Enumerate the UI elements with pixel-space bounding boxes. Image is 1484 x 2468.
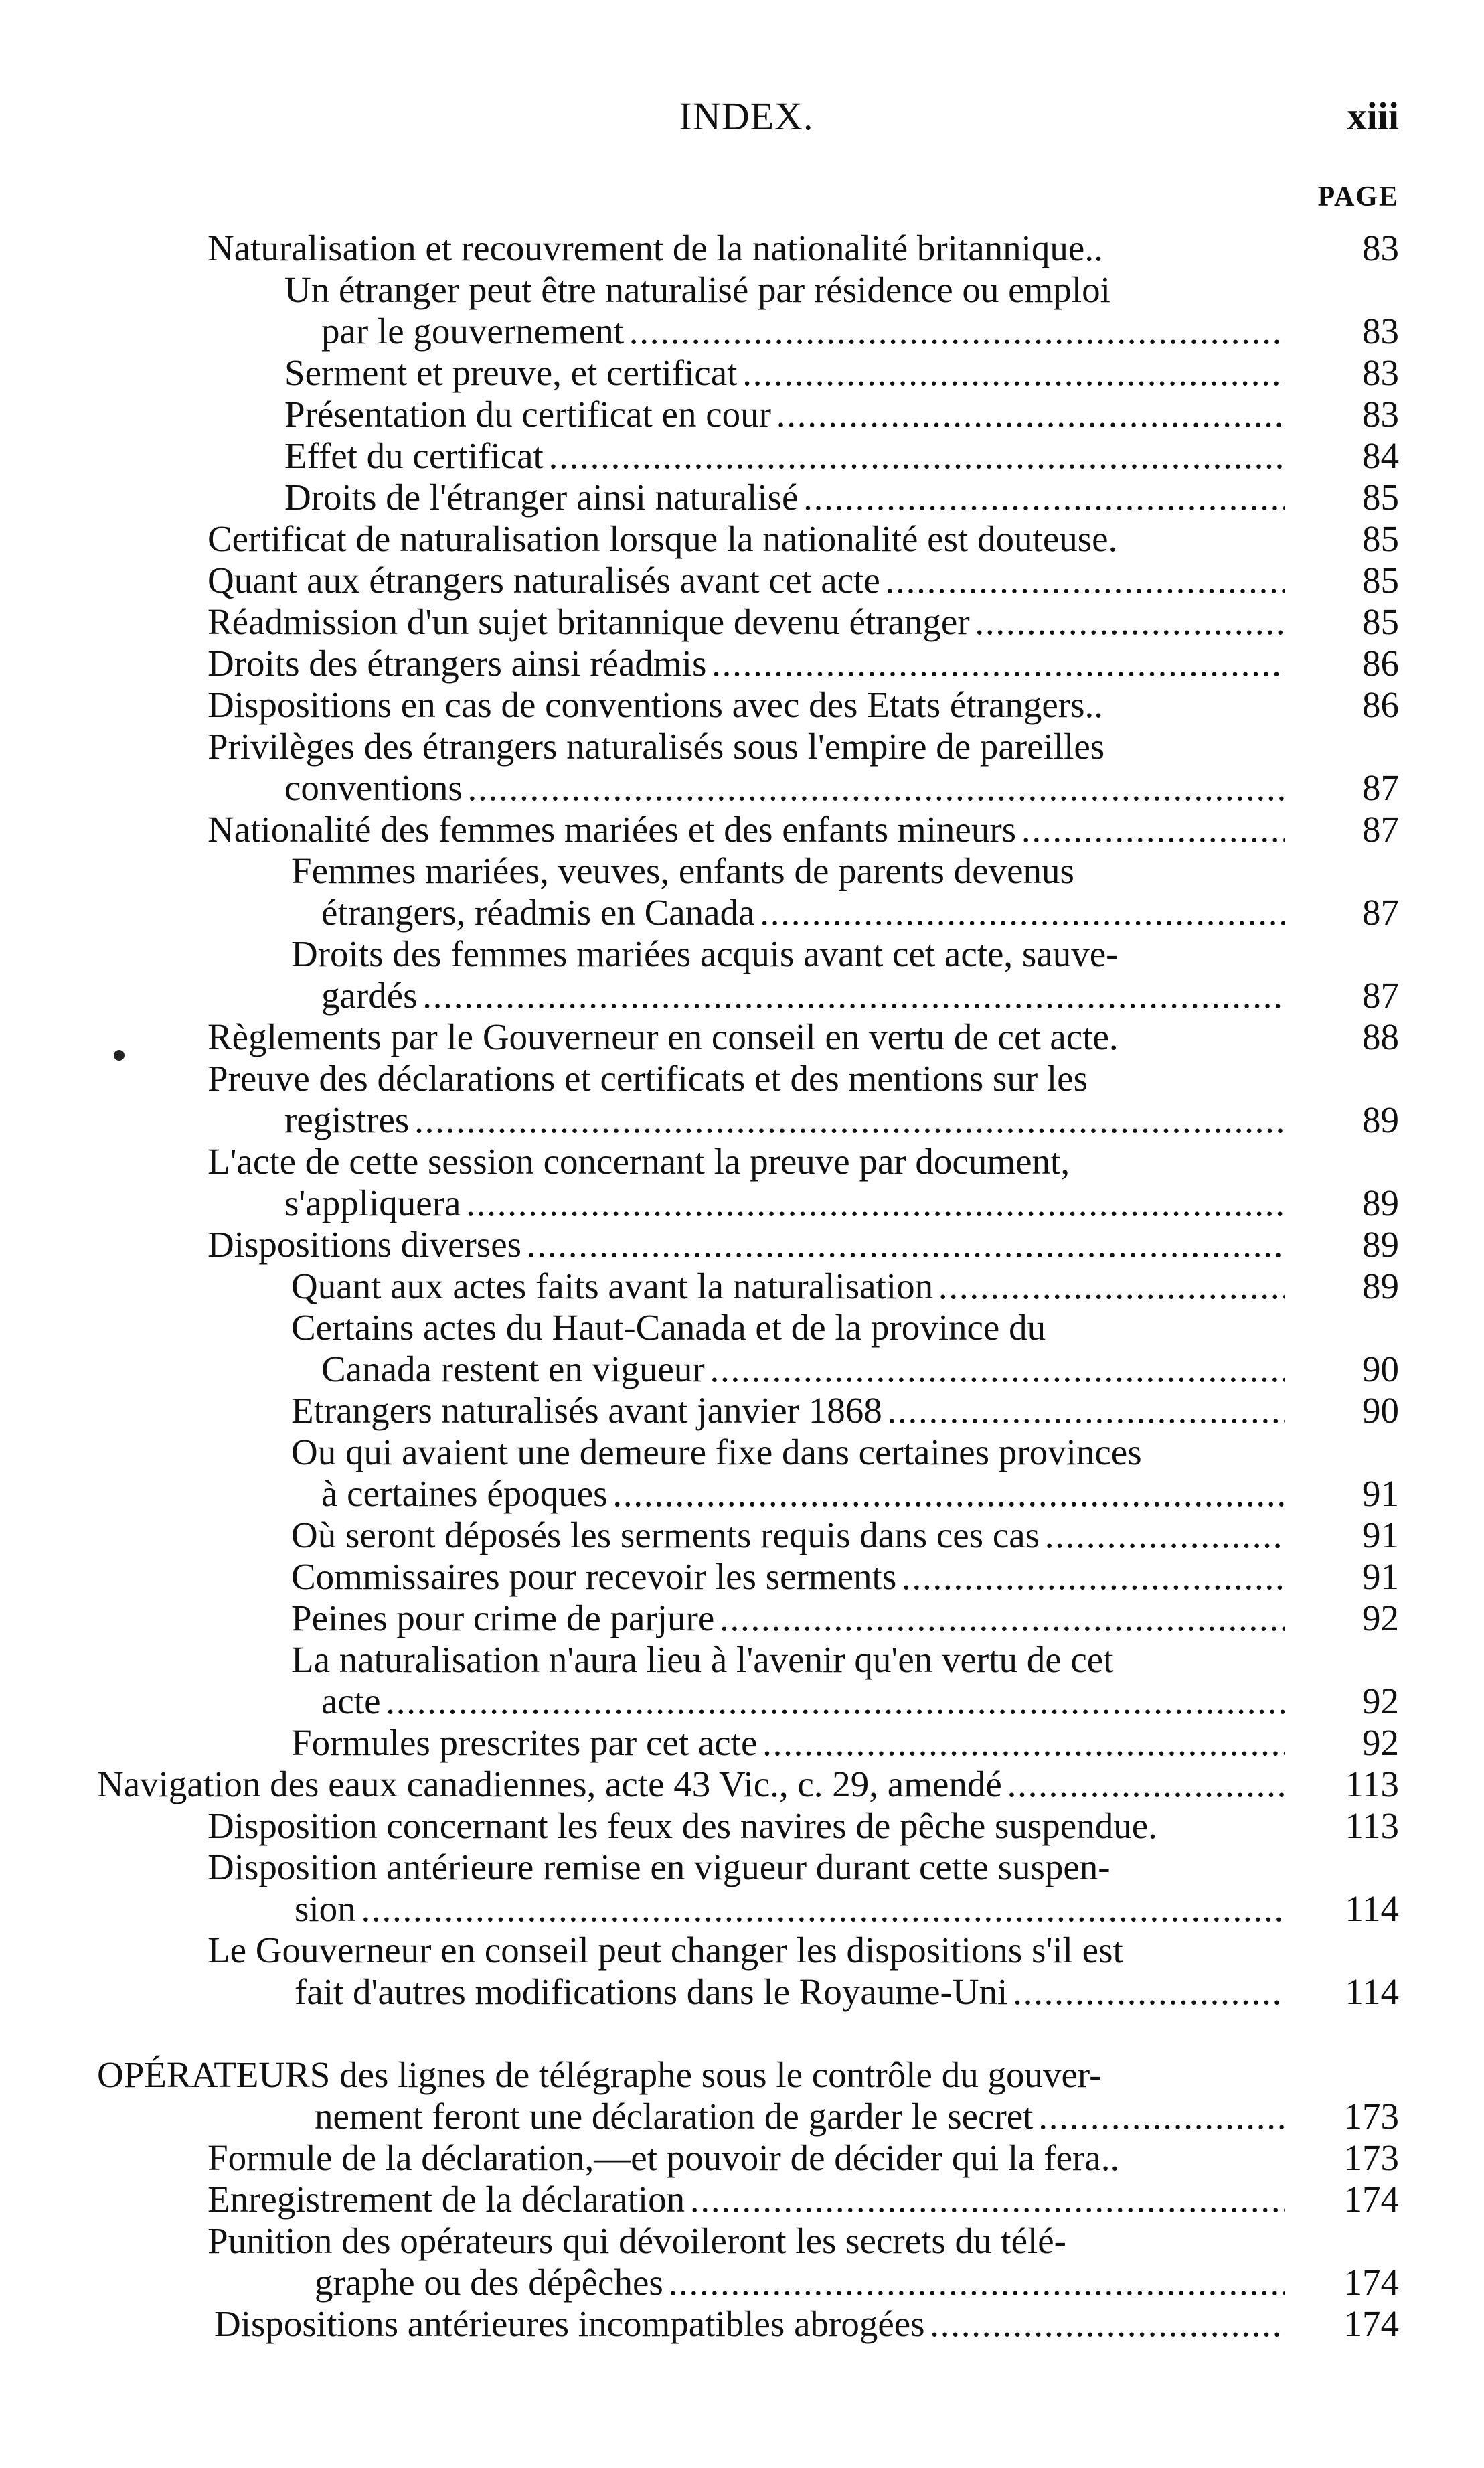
index-entry — [0, 1058, 1484, 1099]
entry-page-number: 91 — [1362, 1473, 1399, 1514]
entry-page-number: 86 — [1362, 643, 1399, 684]
page-column-label: PAGE — [1317, 181, 1399, 212]
entry-text: Un étranger peut être naturalisé par résidence ou emploi — [284, 269, 1110, 310]
entry-text: conventions . . . — [0, 767, 1285, 809]
index-entry — [0, 2179, 1484, 2220]
index-entries — [0, 228, 1484, 2345]
entry-page-number: 92 — [1362, 1722, 1399, 1763]
entry-text: Présentation du certificat en cour . . . — [0, 394, 1285, 435]
index-entry — [0, 726, 1484, 767]
entry-page-number: 85 — [1362, 601, 1399, 642]
index-entry — [0, 1598, 1484, 1639]
entry-text: Preuve des déclarations et certificats et des mentions sur les — [208, 1058, 1088, 1099]
entry-page-number: 87 — [1362, 892, 1399, 933]
running-header-title: INDEX. — [679, 94, 814, 138]
index-entry — [0, 767, 1484, 809]
index-entry — [0, 1348, 1484, 1390]
index-entry — [0, 2220, 1484, 2262]
index-entry — [0, 311, 1484, 352]
index-entry — [0, 1307, 1484, 1348]
index-entry — [0, 975, 1484, 1016]
entry-text: Formule de la déclaration,—et pouvoir de décider qui la fera.. — [208, 2137, 1120, 2178]
entry-page-number: 86 — [1362, 684, 1399, 725]
entry-page-number: 87 — [1362, 809, 1399, 850]
entry-text: Enregistrement de la déclaration . . . — [0, 2179, 1285, 2220]
entry-text: fait d'autres modifications dans le Royaume-Uni . . . — [0, 1971, 1285, 2013]
entry-text: acte . . . — [0, 1681, 1285, 1722]
entry-page-number: 173 — [1343, 2096, 1399, 2137]
entry-text: Quant aux étrangers naturalisés avant cet acte . . . — [0, 560, 1285, 601]
entry-text: Où seront déposés les serments requis dans ces cas . . . — [0, 1515, 1285, 1556]
index-entry — [0, 1971, 1484, 2013]
entry-page-number: 89 — [1362, 1265, 1399, 1306]
index-entry — [0, 809, 1484, 850]
entry-text: Nationalité des femmes mariées et des enfants mineurs . . . — [0, 809, 1285, 850]
entry-text: Certains actes du Haut-Canada et de la province du — [291, 1307, 1046, 1348]
entry-page-number: 85 — [1362, 477, 1399, 518]
index-entry — [0, 1847, 1484, 1888]
entry-text: Peines pour crime de parjure . . . — [0, 1598, 1285, 1639]
entry-page-number: 173 — [1343, 2137, 1399, 2178]
entry-page-number: 87 — [1362, 767, 1399, 808]
entry-page-number: 88 — [1362, 1016, 1399, 1057]
index-entry — [0, 2137, 1484, 2179]
index-entry — [0, 352, 1484, 394]
entry-text: Disposition concernant les feux des navires de pêche suspendue. — [208, 1805, 1157, 1846]
index-entry — [0, 560, 1484, 601]
entry-page-number: 91 — [1362, 1515, 1399, 1555]
index-entry — [0, 2303, 1484, 2345]
index-entry — [0, 228, 1484, 269]
entry-page-number: 114 — [1345, 1888, 1399, 1929]
entry-text: Droits des femmes mariées acquis avant cet acte, sauve- — [291, 933, 1119, 974]
index-entry — [0, 1888, 1484, 1930]
entry-text: Droits des étrangers ainsi réadmis . . . — [0, 643, 1285, 684]
entry-page-number: 113 — [1345, 1764, 1399, 1804]
entry-page-number: 83 — [1362, 352, 1399, 393]
entry-text: Quant aux actes faits avant la naturalisation . . . — [0, 1265, 1285, 1307]
index-entry — [0, 1099, 1484, 1141]
index-entry — [0, 1182, 1484, 1224]
index-entry — [0, 435, 1484, 477]
entry-page-number: 114 — [1345, 1971, 1399, 2012]
index-entry — [0, 643, 1484, 684]
index-entry — [0, 933, 1484, 975]
index-entry — [0, 269, 1484, 311]
entry-page-number: 83 — [1362, 228, 1399, 268]
index-entry — [0, 1390, 1484, 1432]
entry-text: Droits de l'étranger ainsi naturalisé . . . — [0, 477, 1285, 518]
index-entry — [0, 850, 1484, 892]
index-entry — [0, 477, 1484, 518]
entry-text: Etrangers naturalisés avant janvier 1868 . . . — [0, 1390, 1285, 1432]
page-number: xiii — [1347, 94, 1399, 138]
entry-text: Réadmission d'un sujet britannique devenu étranger . . . — [0, 601, 1285, 643]
entry-page-number: 113 — [1345, 1805, 1399, 1846]
entry-text: Disposition antérieure remise en vigueur durant cette suspen- — [208, 1847, 1110, 1887]
entry-text: Dispositions en cas de conventions avec des Etats étrangers.. — [208, 684, 1103, 725]
entry-text: Commissaires pour recevoir les serments . . . — [0, 1556, 1285, 1598]
entry-page-number: 89 — [1362, 1099, 1399, 1140]
index-entry — [0, 2054, 1484, 2096]
index-entry — [0, 1722, 1484, 1764]
entry-text: sion . . . — [0, 1888, 1285, 1930]
index-entry — [0, 1265, 1484, 1307]
entry-text: par le gouvernement . . . — [0, 311, 1285, 352]
entry-text: registres . . . — [0, 1099, 1285, 1141]
index-entry — [0, 1556, 1484, 1598]
entry-page-number: 92 — [1362, 1598, 1399, 1638]
entry-page-number: 85 — [1362, 560, 1399, 601]
entry-text: Naturalisation et recouvrement de la nationalité britannique.. — [208, 228, 1103, 268]
index-entry — [0, 2262, 1484, 2303]
entry-page-number: 87 — [1362, 975, 1399, 1016]
entry-page-number: 92 — [1362, 1681, 1399, 1721]
entry-text: La naturalisation n'aura lieu à l'avenir qu'en vertu de cet — [291, 1639, 1114, 1680]
entry-text: Canada restent en vigueur . . . — [0, 1348, 1285, 1390]
entry-text: étrangers, réadmis en Canada . . . — [0, 892, 1285, 933]
entry-page-number: 174 — [1343, 2262, 1399, 2303]
index-entry — [0, 684, 1484, 726]
index-entry — [0, 1930, 1484, 1971]
entry-page-number: 90 — [1362, 1390, 1399, 1431]
entry-page-number: 83 — [1362, 394, 1399, 435]
entry-text: Femmes mariées, veuves, enfants de parents devenus — [291, 850, 1074, 891]
entry-text: gardés . . . — [0, 975, 1285, 1016]
index-entry — [0, 1016, 1484, 1058]
entry-page-number: 84 — [1362, 435, 1399, 476]
entry-page-number: 91 — [1362, 1556, 1399, 1597]
entry-text: nement feront une déclaration de garder le secret . . . — [0, 2096, 1285, 2137]
entry-text: Dispositions antérieures incompatibles abrogées . . . — [0, 2303, 1285, 2345]
index-entry — [0, 1681, 1484, 1722]
entry-text: s'appliquera . . . — [0, 1182, 1285, 1224]
entry-text: Ou qui avaient une demeure fixe dans certaines provinces — [291, 1432, 1142, 1472]
entry-page-number: 89 — [1362, 1182, 1399, 1223]
index-entry — [0, 1805, 1484, 1847]
entry-text: Dispositions diverses . . . — [0, 1224, 1285, 1265]
index-entry — [0, 1141, 1484, 1182]
index-entry — [0, 1515, 1484, 1556]
entry-text: Navigation des eaux canadiennes, acte 43 Vic., c. 29, amendé . . . — [0, 1764, 1285, 1805]
entry-text: L'acte de cette session concernant la preuve par document, — [208, 1141, 1070, 1182]
index-entry — [0, 1473, 1484, 1515]
index-entry — [0, 892, 1484, 933]
index-entry — [0, 518, 1484, 560]
entry-text: Punition des opérateurs qui dévoileront les secrets du télé- — [208, 2220, 1066, 2261]
entry-text: Le Gouverneur en conseil peut changer les dispositions s'il est — [208, 1930, 1123, 1971]
index-entry — [0, 1432, 1484, 1473]
index-entry — [0, 2096, 1484, 2137]
entry-text: Formules prescrites par cet acte . . . — [0, 1722, 1285, 1764]
entry-text: Effet du certificat . . . — [0, 435, 1285, 477]
index-entry — [0, 394, 1484, 435]
entry-text: Privilèges des étrangers naturalisés sous l'empire de pareilles — [208, 726, 1105, 767]
index-entry — [0, 601, 1484, 643]
entry-text: à certaines époques . . . — [0, 1473, 1285, 1515]
index-entry — [0, 1224, 1484, 1265]
entry-page-number: 174 — [1343, 2179, 1399, 2220]
entry-page-number: 85 — [1362, 518, 1399, 559]
entry-text: Certificat de naturalisation lorsque la nationalité est douteuse. — [208, 518, 1118, 559]
entry-page-number: 90 — [1362, 1348, 1399, 1389]
entry-text: Serment et preuve, et certificat . . . — [0, 352, 1285, 394]
entry-page-number: 89 — [1362, 1224, 1399, 1265]
entry-text: graphe ou des dépêches . . . — [0, 2262, 1285, 2303]
index-entry — [0, 1764, 1484, 1805]
entry-text: OPÉRATEURS des lignes de télégraphe sous le contrôle du gouver- — [97, 2054, 1102, 2095]
entry-page-number: 174 — [1343, 2303, 1399, 2344]
index-entry — [0, 1639, 1484, 1681]
entry-page-number: 83 — [1362, 311, 1399, 352]
entry-text: Règlements par le Gouverneur en conseil en vertu de cet acte. — [208, 1016, 1119, 1057]
